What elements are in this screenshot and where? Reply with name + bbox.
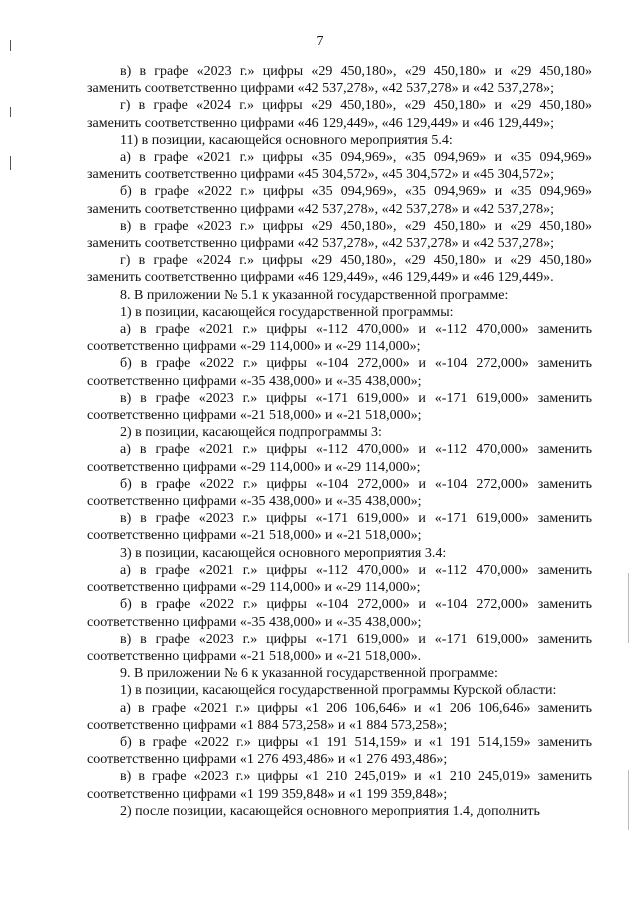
paragraph: б) в графе «2022 г.» цифры «1 191 514,159» и «1 191 514,159» заменить соответственно цифрами «1 276 493,486» и «1 276 493,486»;: [87, 734, 592, 768]
paragraph: 2) после позиции, касающейся основного мероприятия 1.4, дополнить: [120, 803, 540, 819]
paragraph: а) в графе «2021 г.» цифры «1 206 106,646» и «1 206 106,646» заменить соответственно цифрами «1 884 573,258» и «1 884 573,258»;: [87, 700, 592, 733]
paragraph: а) в графе «2021 г.» цифры «-112 470,000» и «-112 470,000» заменить соответственно цифрами «-29 114,000» и «-29 114,000»;: [87, 442, 592, 475]
paragraph: 2) в позиции, касающейся подпрограммы 3:: [120, 425, 382, 441]
scan-artifact: [628, 770, 629, 830]
paragraph: в) в графе «2023 г.» цифры «-171 619,000» и «-171 619,000» заменить соответственно цифрами «-21 518,000» и «-21 518,000»;: [87, 390, 592, 424]
scan-artifact: [10, 107, 11, 117]
page-number: 7: [316, 34, 324, 49]
paragraph: в) в графе «2023 г.» цифры «29 450,180», «29 450,180» и «29 450,180» заменить соответственно цифрами «42 537,278», «42 537,278» и «42 537,278»;: [87, 218, 592, 252]
paragraph: а) в графе «2021 г.» цифры «-112 470,000» и «-112 470,000» заменить соответственно цифрами «-29 114,000» и «-29 114,000»;: [87, 322, 592, 355]
paragraph: в) в графе «2023 г.» цифры «-171 619,000» и «-171 619,000» заменить соответственно цифрами «-21 518,000» и «-21 518,000».: [87, 631, 592, 664]
paragraph: г) в графе «2024 г.» цифры «29 450,180», «29 450,180» и «29 450,180» заменить соответственно цифрами «46 129,449», «46 129,449» и «46 129,449».: [87, 253, 592, 286]
paragraph: в) в графе «2023 г.» цифры «1 210 245,019» и «1 210 245,019» заменить соответственно цифрами «1 199 359,848» и «1 199 359,848»;: [87, 769, 592, 802]
paragraph: 1) в позиции, касающейся государственной программы:: [120, 304, 454, 320]
paragraph: 8. В приложении № 5.1 к указанной государственной программе:: [120, 287, 509, 303]
paragraph: 3) в позиции, касающейся основного мероприятия 3.4:: [120, 545, 447, 561]
paragraph: в) в графе «2023 г.» цифры «29 450,180», «29 450,180» и «29 450,180» заменить соответственно цифрами «42 537,278», «42 537,278» и «42 537,278»;: [87, 64, 592, 97]
document-body: [87, 63, 592, 820]
paragraph: 1) в позиции, касающейся государственной программы Курской области:: [120, 683, 557, 699]
paragraph: б) в графе «2022 г.» цифры «35 094,969», «35 094,969» и «35 094,969» заменить соответственно цифрами «42 537,278», «42 537,278» и «42 537,278»;: [87, 184, 592, 217]
scan-artifact: [10, 156, 11, 170]
paragraph: в) в графе «2023 г.» цифры «-171 619,000» и «-171 619,000» заменить соответственно цифрами «-21 518,000» и «-21 518,000»;: [87, 511, 592, 544]
paragraph: 9. В приложении № 6 к указанной государственной программе:: [120, 666, 498, 682]
paragraph: 11) в позиции, касающейся основного мероприятия 5.4:: [120, 132, 453, 148]
paragraph: б) в графе «2022 г.» цифры «-104 272,000» и «-104 272,000» заменить соответственно цифрами «-35 438,000» и «-35 438,000»;: [87, 356, 592, 389]
paragraph: а) в графе «2021 г.» цифры «35 094,969», «35 094,969» и «35 094,969» заменить соответственно цифрами «45 304,572», «45 304,572» и «45 304,572»;: [87, 150, 592, 183]
paragraph: а) в графе «2021 г.» цифры «-112 470,000» и «-112 470,000» заменить соответственно цифрами «-29 114,000» и «-29 114,000»;: [87, 562, 592, 596]
paragraph: б) в графе «2022 г.» цифры «-104 272,000» и «-104 272,000» заменить соответственно цифрами «-35 438,000» и «-35 438,000»;: [87, 476, 592, 510]
scan-artifact: [10, 40, 11, 51]
paragraph: г) в графе «2024 г.» цифры «29 450,180», «29 450,180» и «29 450,180» заменить соответственно цифрами «46 129,449», «46 129,449» и «46 129,449»;: [87, 98, 592, 131]
scan-artifact: [628, 573, 629, 643]
paragraph: б) в графе «2022 г.» цифры «-104 272,000» и «-104 272,000» заменить соответственно цифрами «-35 438,000» и «-35 438,000»;: [87, 597, 592, 630]
